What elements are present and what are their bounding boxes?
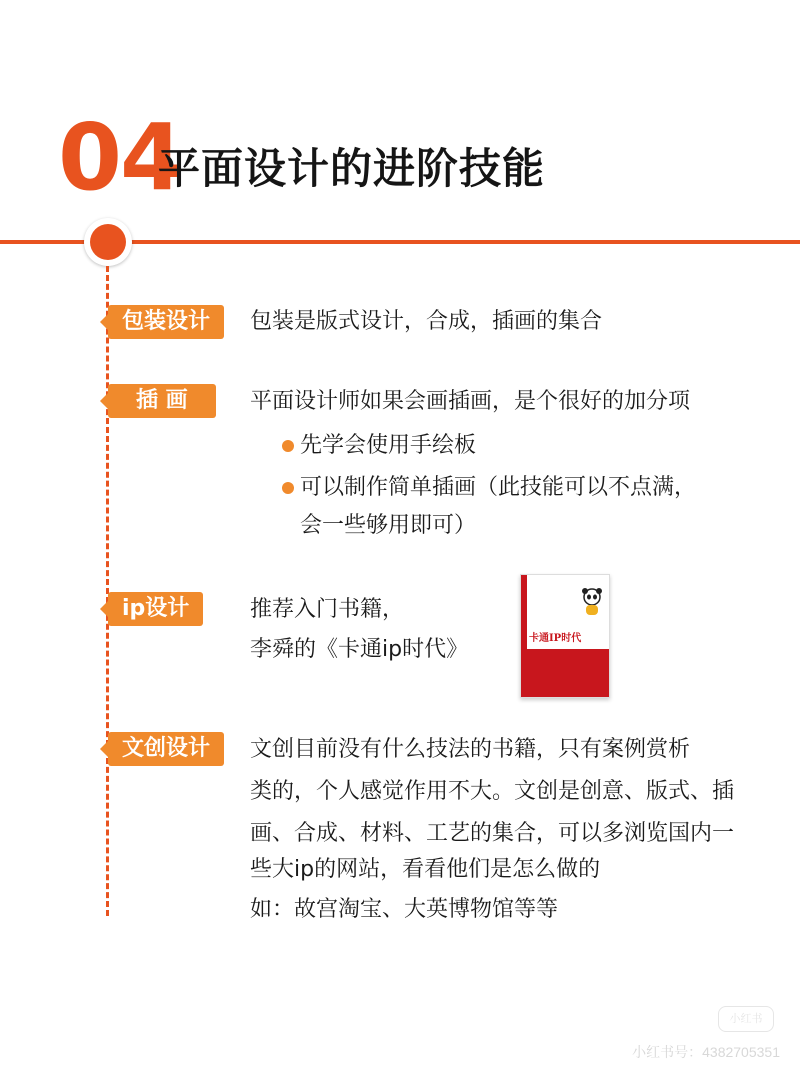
book-cover-image: 卡通IP时代 — [520, 574, 610, 698]
panda-icon — [579, 587, 605, 617]
cultural-line-5: 如：故宫淘宝、大英博物馆等等 — [250, 897, 559, 922]
timeline-line — [106, 266, 109, 916]
tag-illustration: 插 画 — [108, 384, 216, 418]
watermark-logo: 小红书 — [718, 1006, 774, 1032]
section-number: 04 — [58, 104, 183, 211]
cultural-line-2: 类的，个人感觉作用不大。文创是创意、版式、插 — [250, 779, 735, 804]
illustration-bullet-1: 先学会使用手绘板 — [300, 433, 477, 458]
cultural-line-4: 些大ip的网站，看看他们是怎么做的 — [250, 857, 601, 882]
cultural-line-3: 画、合成、材料、工艺的集合，可以多浏览国内一 — [250, 821, 735, 846]
ip-text-line-2: 李舜的《卡通ip时代》 — [250, 637, 469, 662]
watermark-text: 小红书号：4382705351 — [632, 1044, 780, 1060]
illustration-bullet-2: 可以制作简单插画（此技能可以不点满， — [300, 475, 697, 500]
timeline-dot-icon — [84, 218, 132, 266]
illustration-bullet-2-cont: 会一些够用即可） — [300, 513, 477, 538]
tag-cultural-creative-design: 文创设计 — [108, 732, 224, 766]
illustration-text: 平面设计师如果会画插画，是个很好的加分项 — [250, 389, 691, 414]
tag-ip-design: ip设计 — [108, 592, 203, 626]
cultural-line-1: 文创目前没有什么技法的书籍，只有案例赏析 — [250, 737, 691, 762]
page-title: 平面设计的进阶技能 — [158, 144, 546, 193]
bullet-dot-icon — [282, 482, 294, 494]
tag-packaging-design: 包装设计 — [108, 305, 224, 339]
bullet-dot-icon — [282, 440, 294, 452]
packaging-text: 包装是版式设计，合成，插画的集合 — [250, 309, 603, 334]
ip-text-line-1: 推荐入门书籍， — [250, 597, 405, 622]
